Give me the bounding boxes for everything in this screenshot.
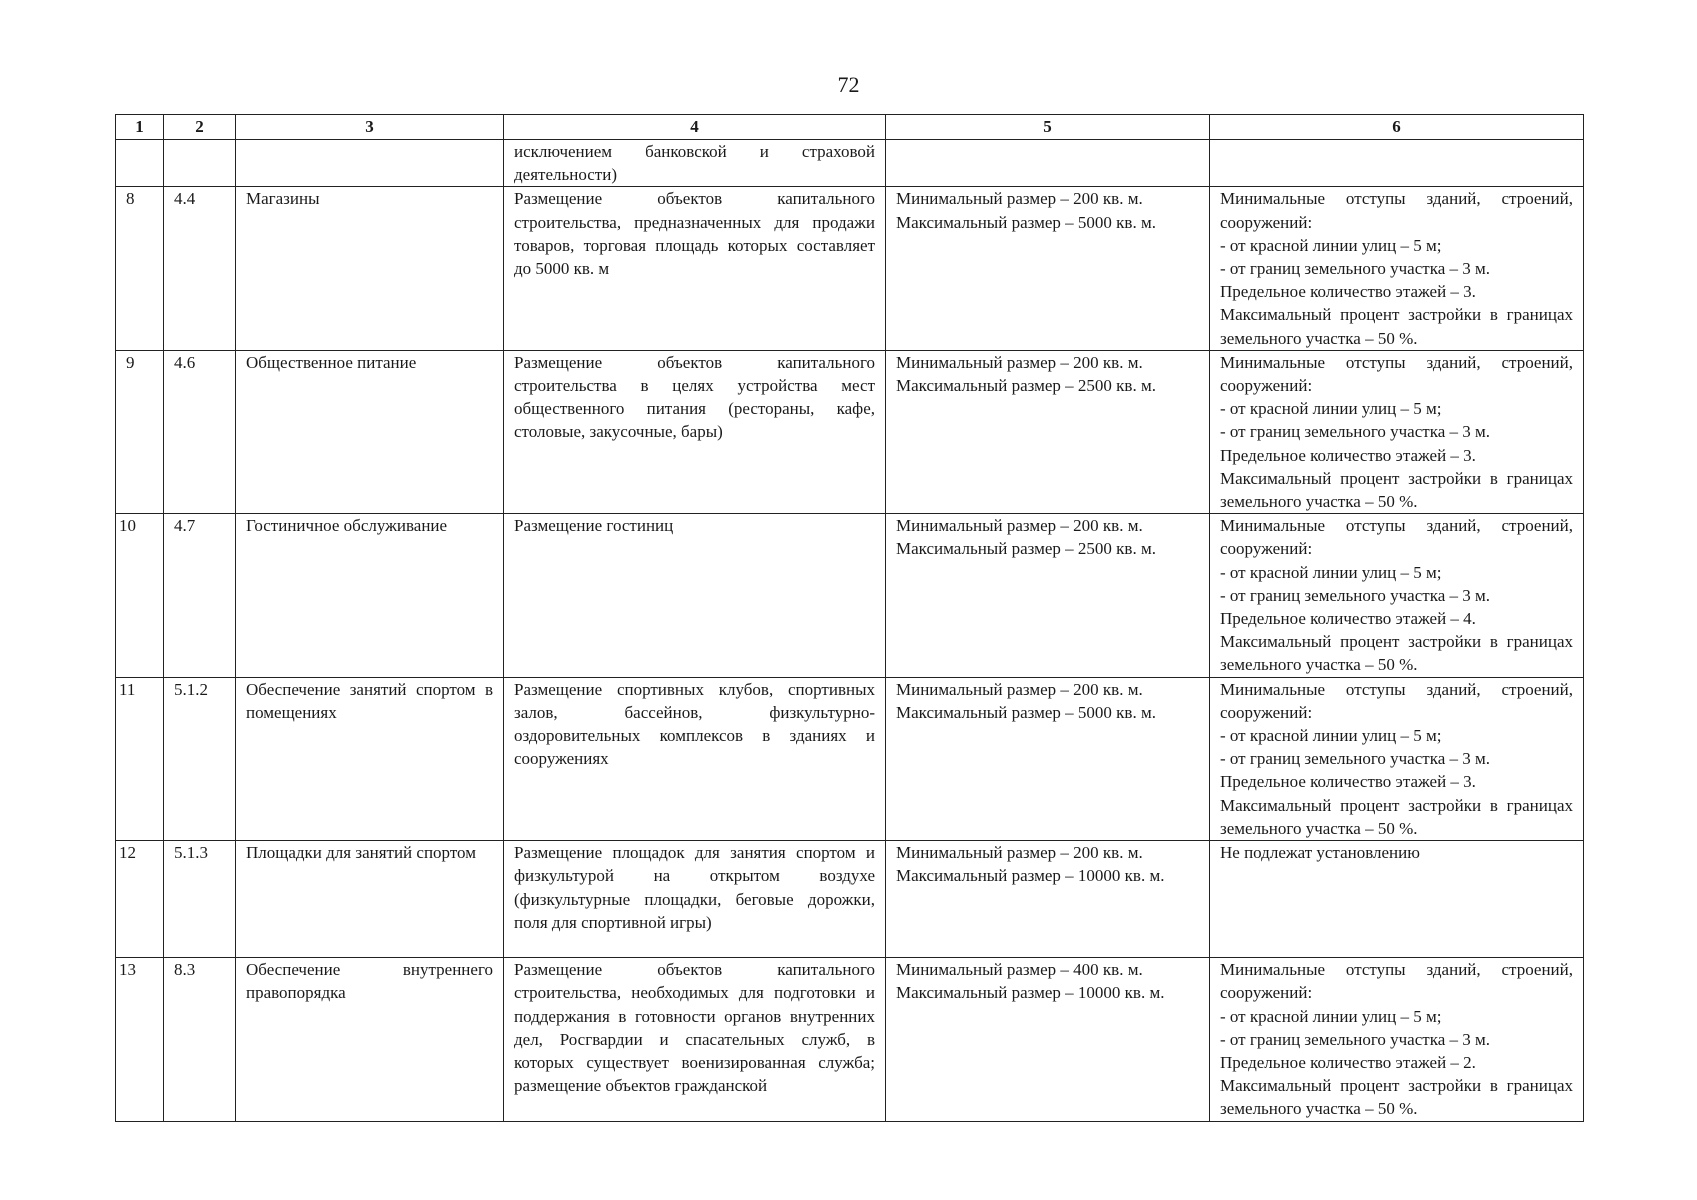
row-number: 11	[116, 677, 164, 840]
row-code: 4.6	[164, 350, 236, 513]
header-row	[116, 115, 1584, 140]
parameter-line: - от границ земельного участка – 3 м.	[1220, 749, 1490, 769]
header-col-5: 5	[886, 115, 1210, 140]
parameter-line: Максимальный процент застройки в границах земельного участка – 50 %.	[1220, 795, 1573, 838]
table-cell	[1210, 140, 1584, 187]
row-code: 5.1.2	[164, 677, 236, 840]
parameter-line: Предельное количество этажей – 3.	[1220, 282, 1476, 302]
size-line: Максимальный размер – 10000 кв. м.	[896, 866, 1165, 886]
row-size-limits	[886, 677, 1210, 840]
header-col-3: 3	[236, 115, 504, 140]
size-line: Минимальный размер – 200 кв. м.	[896, 516, 1143, 536]
parameter-line: Максимальный процент застройки в границах земельного участка – 50 %.	[1220, 305, 1573, 348]
row-parameters	[1210, 350, 1584, 513]
table-row	[116, 841, 1584, 958]
parameter-line: Минимальные отступы зданий, строений, сооружений:	[1220, 516, 1573, 559]
row-number: 13	[116, 958, 164, 1121]
row-parameters	[1210, 514, 1584, 677]
size-line: Максимальный размер – 2500 кв. м.	[896, 376, 1156, 396]
row-size-limits	[886, 958, 1210, 1121]
row-description: Размещение объектов капитального строительства, предназначенных для продажи товаров, торговая площадь которых составляет до 5000 кв. м	[504, 187, 886, 350]
row-name: Общественное питание	[236, 350, 504, 513]
row-parameters	[1210, 958, 1584, 1121]
parameter-line: - от границ земельного участка – 3 м.	[1220, 259, 1490, 279]
row-number: 9	[116, 350, 164, 513]
row-code: 4.4	[164, 187, 236, 350]
size-line: Минимальный размер – 400 кв. м.	[896, 960, 1143, 980]
table-row	[116, 677, 1584, 840]
row-number: 12	[116, 841, 164, 958]
table-cell	[236, 140, 504, 187]
size-line: Максимальный размер – 2500 кв. м.	[896, 539, 1156, 559]
continuation-row	[116, 140, 1584, 187]
table-cell	[886, 140, 1210, 187]
size-line: Минимальный размер – 200 кв. м.	[896, 843, 1143, 863]
row-number: 10	[116, 514, 164, 677]
row-number: 8	[116, 187, 164, 350]
table-row	[116, 958, 1584, 1121]
parameter-line: Минимальные отступы зданий, строений, сооружений:	[1220, 679, 1573, 722]
size-line: Минимальный размер – 200 кв. м.	[896, 679, 1143, 699]
header-col-2: 2	[164, 115, 236, 140]
parameter-line: Предельное количество этажей – 4.	[1220, 609, 1476, 629]
parameter-line: - от границ земельного участка – 3 м.	[1220, 585, 1490, 605]
table-row	[116, 514, 1584, 677]
table-cell	[164, 140, 236, 187]
size-line: Максимальный размер – 5000 кв. м.	[896, 212, 1156, 232]
parameter-line: Максимальный процент застройки в границах земельного участка – 50 %.	[1220, 1076, 1573, 1119]
parameter-line: Не подлежат установлению	[1220, 843, 1420, 863]
parameter-line: Предельное количество этажей – 3.	[1220, 772, 1476, 792]
parameter-line: Минимальные отступы зданий, строений, сооружений:	[1220, 960, 1573, 1003]
land-use-table	[115, 114, 1584, 1122]
row-parameters	[1210, 187, 1584, 350]
size-line: Максимальный размер – 10000 кв. м.	[896, 983, 1165, 1003]
row-parameters	[1210, 841, 1584, 958]
row-name: Магазины	[236, 187, 504, 350]
table-row	[116, 350, 1584, 513]
parameter-line: Максимальный процент застройки в границах земельного участка – 50 %.	[1220, 632, 1573, 675]
parameter-line: Максимальный процент застройки в границах земельного участка – 50 %.	[1220, 468, 1573, 512]
row-code: 4.7	[164, 514, 236, 677]
table-cell	[116, 140, 164, 187]
parameter-line: Минимальные отступы зданий, строений, сооружений:	[1220, 352, 1573, 396]
parameter-line: - от красной линии улиц – 5 м;	[1220, 1006, 1442, 1026]
page-number: 72	[837, 72, 860, 97]
row-description: Размещение объектов капитального строительства, необходимых для подготовки и поддержания в готовности органов внутренних дел, Росгвардии и спасательных служб, в которых существует военизированная служба; размещение объектов гражданской	[504, 958, 886, 1121]
parameter-line: Предельное количество этажей – 3.	[1220, 445, 1476, 465]
row-name: Гостиничное обслуживание	[236, 514, 504, 677]
continuation-description: исключением банковской и страховой деятельности)	[504, 140, 886, 187]
row-code: 5.1.3	[164, 841, 236, 958]
header-col-6: 6	[1210, 115, 1584, 140]
row-name: Обеспечение внутреннего правопорядка	[236, 958, 504, 1121]
parameter-line: - от красной линии улиц – 5 м;	[1220, 399, 1442, 419]
table-row	[116, 187, 1584, 350]
size-line: Максимальный размер – 5000 кв. м.	[896, 702, 1156, 722]
row-size-limits	[886, 350, 1210, 513]
parameter-line: - от границ земельного участка – 3 м.	[1220, 1029, 1490, 1049]
row-name: Обеспечение занятий спортом в помещениях	[236, 677, 504, 840]
row-code: 8.3	[164, 958, 236, 1121]
row-description: Размещение объектов капитального строительства в целях устройства мест общественного питания (рестораны, кафе, столовые, закусочные, бары)	[504, 350, 886, 513]
row-description: Размещение гостиниц	[504, 514, 886, 677]
row-size-limits	[886, 841, 1210, 958]
parameter-line: - от границ земельного участка – 3 м.	[1220, 422, 1490, 442]
parameter-line: Минимальные отступы зданий, строений, сооружений:	[1220, 189, 1573, 232]
parameter-line: - от красной линии улиц – 5 м;	[1220, 235, 1442, 255]
row-name: Площадки для занятий спортом	[236, 841, 504, 958]
row-parameters	[1210, 677, 1584, 840]
row-size-limits	[886, 514, 1210, 677]
row-description: Размещение площадок для занятия спортом и физкультурой на открытом воздухе (физкультурные площадки, беговые дорожки, поля для спортивной игры)	[504, 841, 886, 958]
header-col-1: 1	[116, 115, 164, 140]
header-col-4: 4	[504, 115, 886, 140]
size-line: Минимальный размер – 200 кв. м.	[896, 352, 1143, 372]
size-line: Минимальный размер – 200 кв. м.	[896, 189, 1143, 209]
parameter-line: - от красной линии улиц – 5 м;	[1220, 562, 1442, 582]
parameter-line: - от красной линии улиц – 5 м;	[1220, 726, 1442, 746]
row-description: Размещение спортивных клубов, спортивных залов, бассейнов, физкультурно-оздоровительных комплексов в зданиях и сооружениях	[504, 677, 886, 840]
parameter-line: Предельное количество этажей – 2.	[1220, 1052, 1476, 1072]
row-size-limits	[886, 187, 1210, 350]
